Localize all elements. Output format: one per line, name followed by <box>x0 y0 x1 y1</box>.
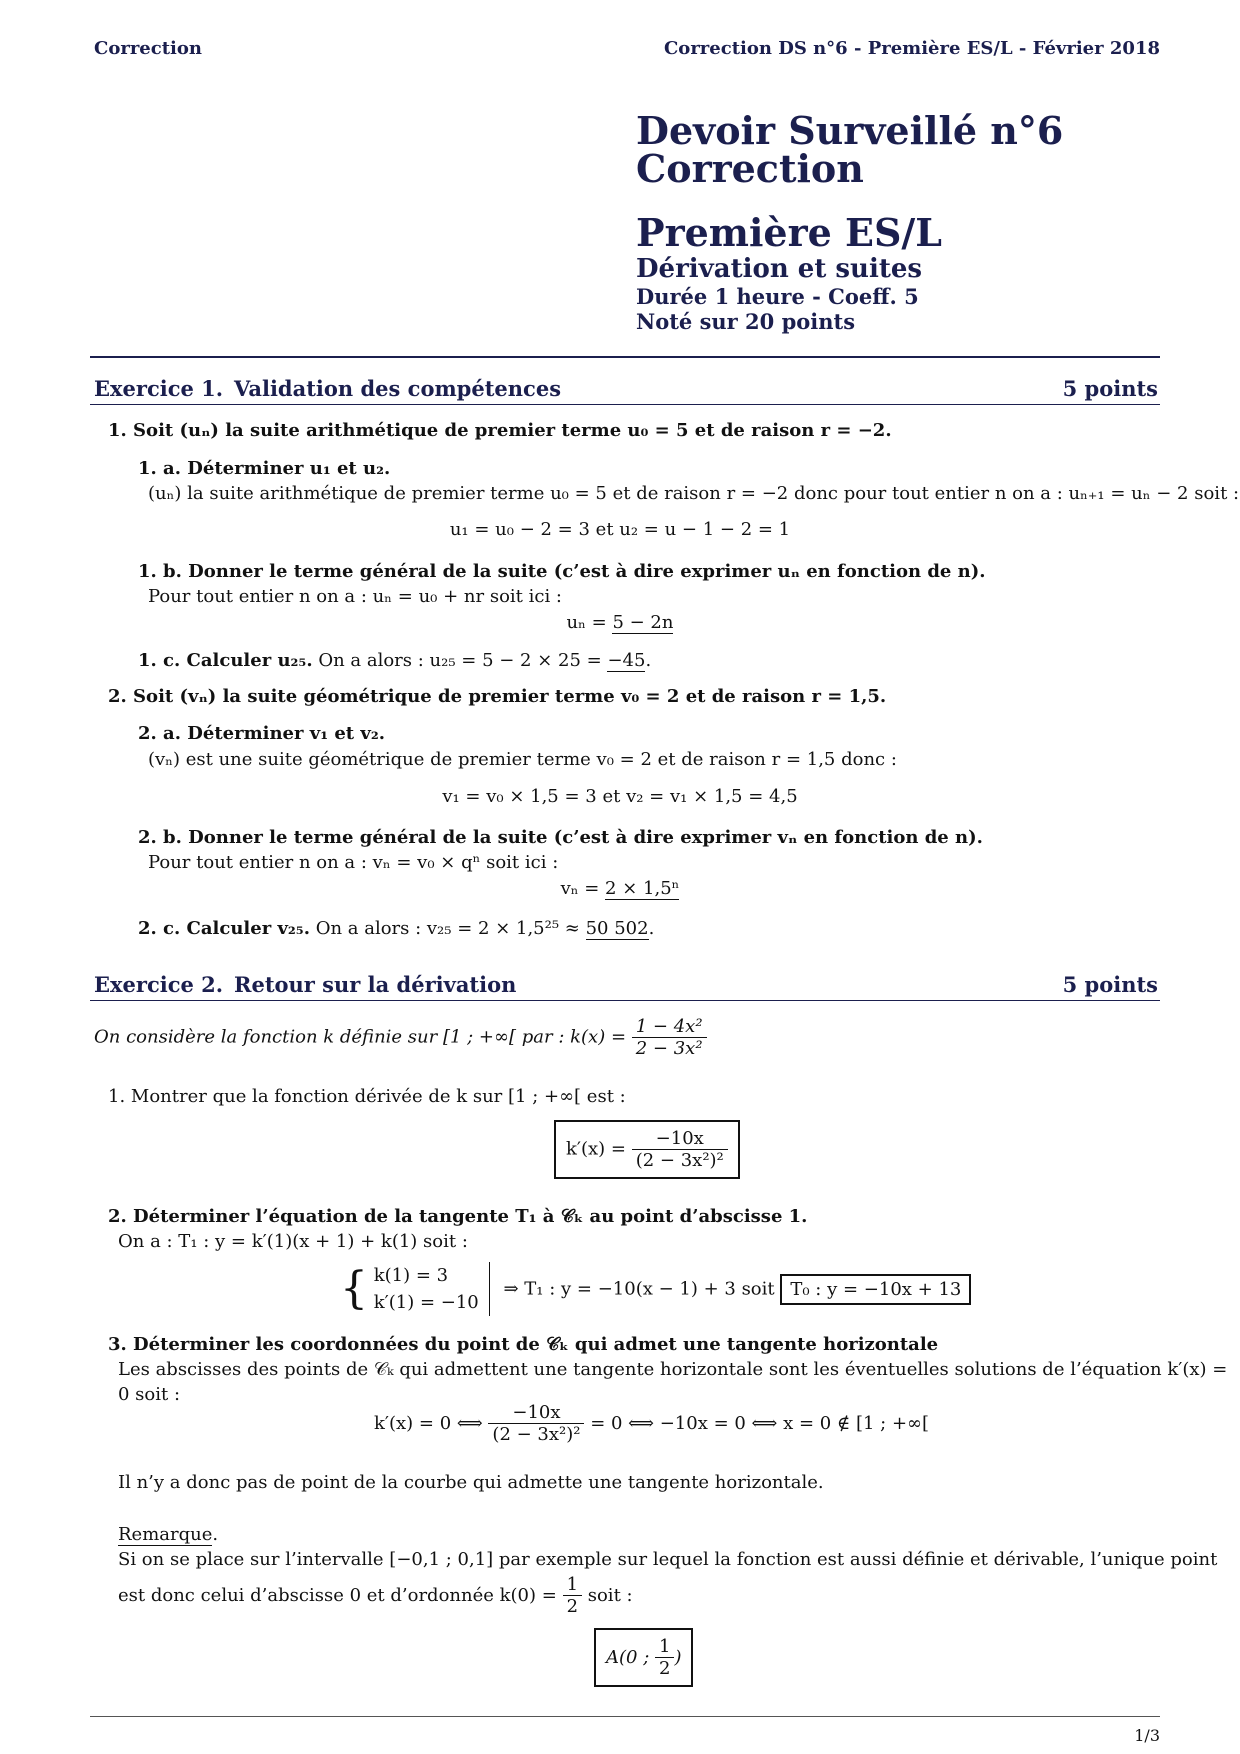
page-number: 1/3 <box>1134 1726 1160 1745</box>
ex2-title: Retour sur la dérivation <box>234 972 517 997</box>
ex2-q1-num: −10x <box>632 1128 728 1150</box>
ex1-q1: 1. Soit (uₙ) la suite arithmétique de premier terme u₀ = 5 et de raison r = −2. <box>108 420 892 441</box>
ex2-q3-num: −10x <box>488 1402 584 1424</box>
ex1-title: Validation des compétences <box>234 376 562 401</box>
ex1-q2b-text: Pour tout entier n on a : vₙ = v₀ × qⁿ soit ici : <box>148 852 559 873</box>
ex1-q2c-result: 50 502 <box>585 918 649 939</box>
ex1-q2: 2. Soit (vₙ) la suite géométrique de premier terme v₀ = 2 et de raison r = 1,5. <box>108 686 887 707</box>
title-line5: Durée 1 heure - Coeff. 5 <box>636 284 919 309</box>
ex1-q2c-head: 2. c. Calculer v₂₅. <box>138 918 310 939</box>
ex1-label: Exercice 1. <box>94 376 224 401</box>
ex1-q1b-text: Pour tout entier n on a : uₙ = u₀ + nr soit ici : <box>148 586 562 607</box>
ex1-q2c-text: On a alors : v₂₅ = 2 × 1,5²⁵ ≈ <box>309 918 586 939</box>
point-a-left: A(0 ; <box>606 1647 655 1668</box>
system-line2: k′(1) = −10 <box>373 1292 479 1313</box>
ex1-q2b-formula-left: vₙ = <box>560 878 606 899</box>
ex2-q1-formula-box <box>554 1120 740 1179</box>
ex2-q3-fraction <box>488 1402 584 1445</box>
ex2-remark2-den: 2 <box>566 1596 579 1617</box>
ex2-remark2 <box>118 1574 633 1617</box>
ex1-q2b-head: 2. b. Donner le terme général de la suite (c’est à dire exprimer vₙ en fonction de n). <box>138 827 983 848</box>
point-a-box <box>594 1628 693 1687</box>
ex1-q1a-text: (uₙ) la suite arithmétique de premier terme u₀ = 5 et de raison r = −2 donc pour tout entier n on a : uₙ₊₁ = uₙ − 2 soit : <box>148 483 1240 504</box>
title-line2: Correction <box>636 146 864 191</box>
ex2-intro-num: 1 − 4x² <box>632 1016 707 1038</box>
ex2-remark2-end: soit : <box>582 1585 633 1606</box>
ex2-remark-title: Remarque. <box>118 1524 219 1545</box>
ex2-q2-text: On a : T₁ : y = k′(1)(x + 1) + k(1) soit : <box>118 1231 468 1252</box>
ex2-q2-head: 2. Déterminer l’équation de la tangente T₁ à 𝒞ₖ au point d’abscisse 1. <box>108 1206 808 1227</box>
footer-rule <box>90 1716 1160 1717</box>
ex2-points: 5 points <box>1062 972 1158 997</box>
ex1-q2b-formula-result: 2 × 1,5ⁿ <box>605 878 680 899</box>
point-a-fraction <box>655 1636 674 1679</box>
ex2-intro <box>94 1016 707 1059</box>
ex1-q1a-head: 1. a. Déterminer u₁ et u₂. <box>138 458 391 479</box>
ex1-q2a-formula: v₁ = v₀ × 1,5 = 3 et v₂ = v₁ × 1,5 = 4,5 <box>442 786 798 807</box>
ex1-q1c-result: −45 <box>607 650 646 671</box>
ex2-intro-den: 2 − 3x² <box>635 1038 703 1059</box>
ex2-q3-den: (2 − 3x²)² <box>492 1424 581 1445</box>
ex2-remark2-fraction <box>563 1574 582 1617</box>
ex2-q2-system <box>340 1262 971 1316</box>
point-a-right: ) <box>674 1647 682 1668</box>
ex2-remark2-num: 1 <box>563 1574 582 1596</box>
title-line4: Dérivation et suites <box>636 254 923 284</box>
ex2-heading <box>94 972 1158 997</box>
ex2-q3-conclusion: Il n’y a donc pas de point de la courbe qui admette une tangente horizontale. <box>118 1472 824 1493</box>
ex1-q1c: 1. c. Calculer u₂₅. On a alors : u₂₅ = 5 − 2 × 25 = −45. <box>138 650 652 671</box>
ex1-q1c-head: 1. c. Calculer u₂₅. <box>138 650 313 671</box>
ex1-points: 5 points <box>1062 376 1158 401</box>
system-brace: { <box>340 1263 368 1314</box>
point-a-num: 1 <box>655 1636 674 1658</box>
ex1-q1b-head: 1. b. Donner le terme général de la suite (c’est à dire exprimer uₙ en fonction de n). <box>138 561 986 582</box>
ex2-q2-implies: ⇒ T₁ : y = −10(x − 1) + 3 soit <box>503 1278 781 1300</box>
ex1-q1a-formula: u₁ = u₀ − 2 = 3 et u₂ = u − 1 − 2 = 1 <box>449 519 791 540</box>
ex1-q2a-text: (vₙ) est une suite géométrique de premier terme v₀ = 2 et de raison r = 1,5 donc : <box>148 749 897 770</box>
ex2-q1: 1. Montrer que la fonction dérivée de k sur [1 ; +∞[ est : <box>108 1086 626 1107</box>
ex2-q3-text2: 0 soit : <box>118 1384 181 1405</box>
ex2-intro-fraction <box>632 1016 707 1059</box>
header-right: Correction DS n°6 - Première ES/L - Février 2018 <box>663 38 1160 59</box>
ex2-q1-den: (2 − 3x²)² <box>635 1150 724 1171</box>
header-left: Correction <box>94 38 202 59</box>
system-line1: k(1) = 3 <box>373 1265 449 1286</box>
ex2-label: Exercice 2. <box>94 972 224 997</box>
point-a-den: 2 <box>658 1658 671 1679</box>
title-block <box>636 108 1064 334</box>
ex1-heading <box>94 376 1158 401</box>
ex2-q1-formula-left: k′(x) = <box>566 1138 632 1160</box>
ex1-q2a-head: 2. a. Déterminer v₁ et v₂. <box>138 723 385 744</box>
ex1-q1b-formula <box>0 612 1240 633</box>
ex2-bottom-rule <box>90 1000 1160 1001</box>
ex2-remark2-text: est donc celui d’abscisse 0 et d’ordonnée k(0) = <box>118 1585 563 1606</box>
ex1-q1b-formula-left: uₙ = <box>566 612 613 633</box>
ex2-q3-formula <box>374 1402 929 1445</box>
ex2-q3-head: 3. Déterminer les coordonnées du point de 𝒞ₖ qui admet une tangente horizontale <box>108 1334 939 1355</box>
ex1-q2c: 2. c. Calculer v₂₅. On a alors : v₂₅ = 2 × 1,5²⁵ ≈ 50 502. <box>138 918 655 939</box>
ex1-q2b-formula <box>0 878 1240 899</box>
ex2-q3-left: k′(x) = 0 ⟺ <box>374 1413 489 1434</box>
ex2-q3-text1: Les abscisses des points de 𝒞ₖ qui admettent une tangente horizontale sont les éventuelles solutions de l’équation k′(x) = <box>118 1359 1228 1380</box>
ex1-q1c-text: On a alors : u₂₅ = 5 − 2 × 25 = <box>312 650 608 671</box>
ex1-bottom-rule <box>90 404 1160 405</box>
title-line1: Devoir Surveillé n°6 <box>636 108 1064 153</box>
ex2-intro-text: On considère la fonction k définie sur [1 ; +∞[ par : k(x) = <box>94 1026 632 1048</box>
title-line3: Première ES/L <box>636 210 943 255</box>
ex2-q2-result: T₀ : y = −10x + 13 <box>780 1274 971 1305</box>
ex2-remark1: Si on se place sur l’intervalle [−0,1 ; 0,1] par exemple sur lequel la fonction est aussi définie et dérivable, l’unique point <box>118 1549 1218 1570</box>
ex2-q3-right: = 0 ⟺ −10x = 0 ⟺ x = 0 ∉ [1 ; +∞[ <box>584 1413 930 1434</box>
ex2-q1-fraction <box>632 1128 728 1171</box>
ex1-q1b-formula-result: 5 − 2n <box>612 612 674 633</box>
ex1-top-rule <box>90 356 1160 358</box>
title-line6: Noté sur 20 points <box>636 309 856 334</box>
